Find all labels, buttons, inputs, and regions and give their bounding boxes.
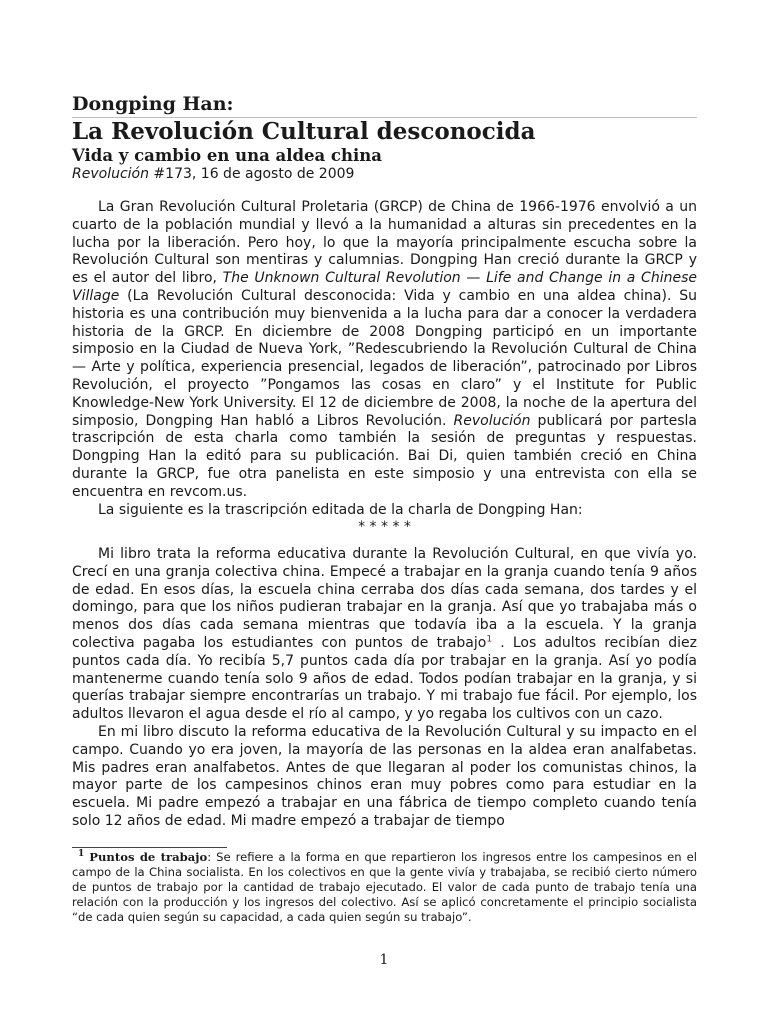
section-separator: * * * * * [358,519,411,536]
issue-line [72,164,354,184]
footnote-text: : Se refiere a la forma en que repartieron los ingresos entre los campesinos en el campo de la China socialista. En los colectivos en que la gente vivía y trabajaba, se recibió cierto número de puntos de trabajo por la cantidad de trabajo ejecutado. El valor de cada punto de trabajo tenía una relación con la producción y los ingresos del colectivo. Así se aplicó concretamente el principio socialista “de cada quien según su capacidad, a cada quien según su trabajo”. [72,850,697,925]
intro-text-1: La Gran Revolución Cultural Proletaria (GRCP) de China de 1966-1976 envolvió a un cuarto de la población mundial y llevó a la humanidad a alturas sin precedentes en la lucha por la liberación. Pero hoy, lo que la mayoría principalmente escucha sobre la Revolución Cultural son mentiras y calumnias. Dongping Han creció durante la GRCP y es el autor del libro, [72,199,697,287]
footnote-reference[interactable]: 1 [486,634,493,645]
intro-text-2: (La Revolución Cultural desconocida: Vida y cambio en una aldea china). Su historia es una contribución muy bienvenida a la lucha para dar a conocer la verdadera historia de la GRCP. En diciembre de 2008 Dongping participó en un importante simposio en la Ciudad de Nueva York, ”Redescubriendo la Revolución Cultural de China — Arte y política, experiencia presencial, legados de liberación”, patrocinado por Libros Revolución, el proyecto ”Pongamos las cosas en claro” y el Institute for Public Knowledge-New York University. El 12 de diciembre de 2008, la noche de la apertura del simposio, Dongping Han habló a Libros Revolución. [72,287,697,429]
publication-name: Revolución [72,166,149,182]
publication-name-inline: Revolución [453,412,531,429]
footnote [72,850,697,925]
intro-section [72,199,697,537]
transcript-body [72,546,697,831]
book-title: The Unknown Cultural Revolution — Life and Change in a Chinese Village [72,270,697,304]
footnote-number: 1 [78,849,85,860]
body-paragraph-1 [72,546,697,724]
footnote-divider [72,847,227,848]
footnote-term: Puntos de trabajo [89,850,208,864]
article-subtitle: Vida y cambio en una aldea china [72,146,382,165]
footnote-paragraph [72,850,697,925]
body-text-1b: . Los adultos recibían diez puntos cada día. Yo recibía 5,7 puntos cada día por trabajar en la granja. Así yo podía mantenerme cuando tenía solo 9 años de edad. Todos podían trabajar en la granja, y si querías trabajar siempre encontrarías un trabajo. Y mi trabajo fue fácil. Por ejemplo, los adultos llevaron el agua desde el río al campo, y yo regaba los cultivos con un cazo. [72,634,698,723]
issue-date: #173, 16 de agosto de 2009 [148,166,355,182]
intro-paragraph [72,199,697,502]
transcript-intro: La siguiente es la trascripción editada de la charla de Dongping Han: [98,501,583,518]
body-paragraph-2: En mi libro discuto la reforma educativa de la Revolución Cultural y su impacto en el campo. Cuando yo era joven, la mayoría de las personas en la aldea eran analfabetas. Mis padres eran analfabetos. Antes de que llegaran al poder los comunistas chinos, la mayor parte de los campesinos chinos eran muy pobres como para estudiar en la escuela. Mi padre empezó a trabajar en una fábrica de tiempo completo cuando tenía solo 12 años de edad. Mi madre empezó a trabajar de tiempo [72,723,697,829]
article-title: La Revolución Cultural desconocida [72,118,536,145]
intro-text-3: publicará por partesla trascripción de esta charla como también la sesión de preguntas y respuestas. Dongping Han la editó para su publicación. Bai Di, quien también creció en China durante la GRCP, fue otra panelista en este simposio y una entrevista con ella se encuentra en revcom.us. [72,412,697,500]
author-heading: Dongping Han: [72,93,234,115]
body-text-1a: Mi libro trata la reforma educativa durante la Revolución Cultural, en que vivía yo. Crecí en una granja colectiva china. Empecé a trabajar en la granja cuando tenía 9 años de edad. En esos días, la escuela china cerraba dos días cada semana, dos tardes y el domingo, para que los niños pudieran trabajar en la granja. Así que yo trabajaba más o menos dos días cada semana mientras que todavía iba a la escuela. Y la granja colectiva pagaba los estudiantes con puntos de trabajo [72,546,697,651]
page-number: 1 [379,952,389,968]
